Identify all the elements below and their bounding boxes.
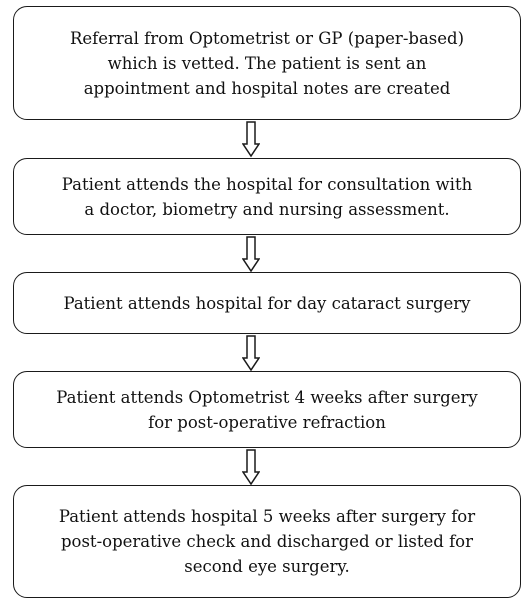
down-arrow-icon [242,448,260,486]
step-text-line: Patient attends hospital for day cataract surgery [63,293,471,313]
down-arrow-icon [242,120,260,158]
step-box-referral [13,6,521,120]
step-text-line: Referral from Optometrist or GP (paper-based) [69,28,465,48]
step-text-line: Patient attends Optometrist 4 weeks after surgery [56,387,478,407]
step-box-consultation [13,158,521,235]
step-box-post-op-check [13,485,521,598]
step-text-line: second eye surgery. [184,557,350,576]
step-text-line: appointment and hospital notes are created [83,78,451,98]
down-arrow-icon [242,334,260,372]
step-text-line: which is vetted. The patient is sent an [107,53,427,73]
step-box-surgery [13,272,521,334]
step-text-line: post-operative check and discharged or listed for [60,532,474,551]
step-box-optometrist-refraction [13,371,521,448]
step-text-line: Patient attends the hospital for consultation with [61,174,473,194]
step-text-line: Patient attends hospital 5 weeks after surgery for [58,507,476,526]
step-text-line: for post-operative refraction [148,412,386,432]
down-arrow-icon [242,235,260,273]
step-text-line: a doctor, biometry and nursing assessment. [84,199,450,219]
